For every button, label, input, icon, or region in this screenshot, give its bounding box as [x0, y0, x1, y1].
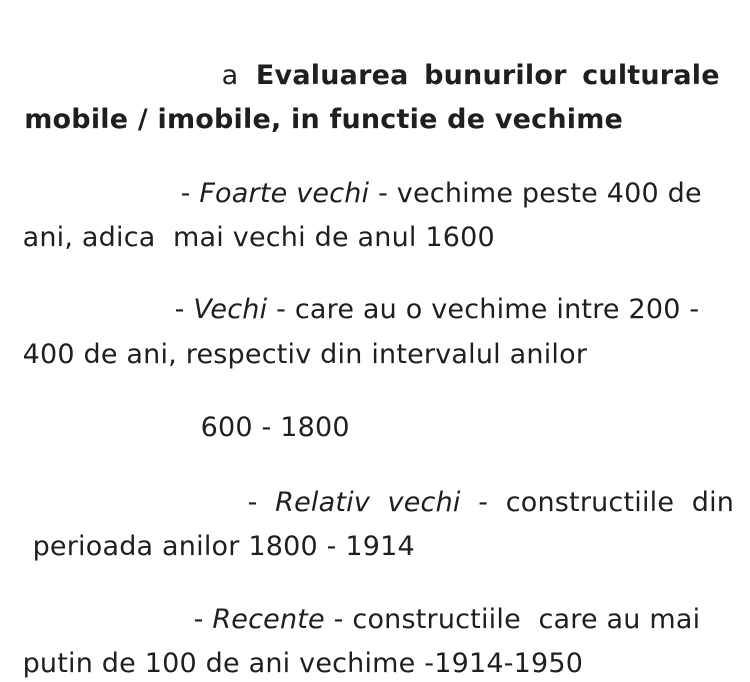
heading-marker: a — [221, 60, 239, 91]
item-description: - constructiile din — [478, 487, 735, 518]
heading-title: Evaluarea bunurilor culturale — [255, 60, 720, 91]
item-vechi-line-2 — [5, 301, 743, 373]
item-dash: - — [193, 604, 204, 635]
item-description-continued: ani, adica mai vechi de anul 1600 — [22, 222, 495, 253]
item-term: Foarte vechi — [199, 178, 370, 209]
item-description-continued: 400 de ani, respectiv din intervalul anilor — [22, 339, 588, 370]
item-term: Vechi — [193, 294, 268, 325]
item-dash: - — [247, 487, 258, 518]
item-description: - vechime peste 400 de — [378, 178, 702, 209]
item-description-continued: 600 - 1800 — [200, 412, 350, 443]
item-description: - constructiile care au mai — [333, 604, 701, 635]
item-relativ-vechi-line-2 — [15, 493, 750, 565]
heading-line-2 — [5, 66, 743, 138]
item-vechi-line-3 — [183, 374, 583, 446]
heading-title-continued: mobile / imobile, in functie de vechime — [24, 104, 624, 135]
item-term: Recente — [212, 604, 325, 635]
item-foarte-vechi-line-2 — [5, 184, 743, 256]
item-description-continued: perioada anilor 1800 - 1914 — [32, 531, 415, 562]
item-description-continued: putin de 100 de ani vechime -1914-1950 — [22, 648, 584, 679]
item-term: Relativ vechi — [275, 487, 461, 518]
item-dash: - — [180, 178, 191, 209]
item-description: - care au o vechime intre 200 - — [276, 294, 700, 325]
item-dash: - — [174, 294, 185, 325]
item-recente-line-2 — [5, 610, 743, 682]
